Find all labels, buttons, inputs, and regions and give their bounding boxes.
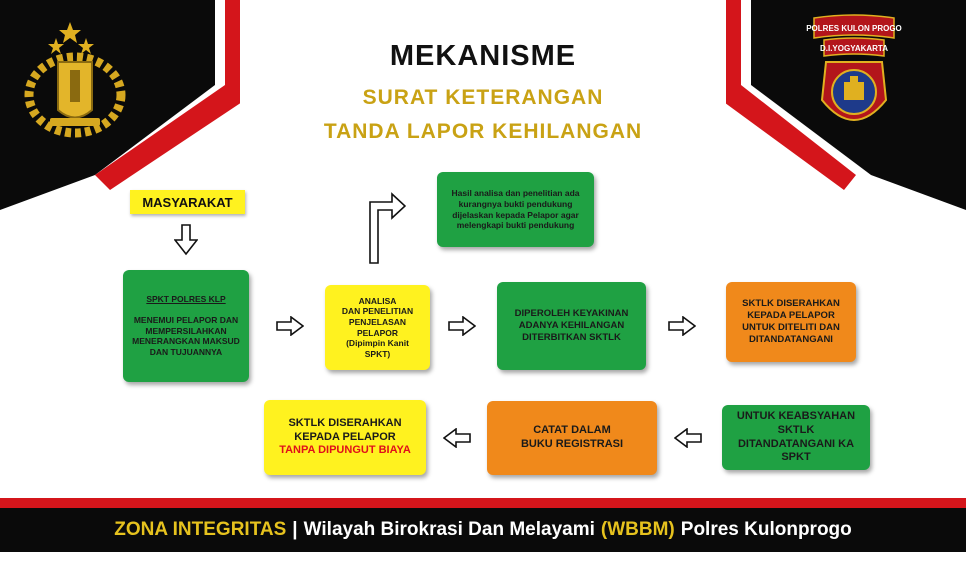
step-analisa-box <box>325 285 430 370</box>
step-spkt-body: MENEMUI PELAPOR DAN MEMPERSILAHKAN MENERANGKAN MAKSUD DAN TUJUANNYA <box>132 315 240 357</box>
arrow-down-icon <box>174 224 198 256</box>
step-diserahkan-line1: SKTLK DISERAHKAN <box>288 416 402 429</box>
arrow-right-icon <box>448 316 476 336</box>
svg-text:POLRES KULON PROGO: POLRES KULON PROGO <box>806 24 902 33</box>
step-keabsyahan-text: UNTUK KEABSYAHAN SKTLK DITANDATANGANI KA SPKT <box>736 410 856 464</box>
step-diserahkan-line2: KEPADA PELAPOR <box>294 430 396 443</box>
masyarakat-label: MASYARAKAT <box>130 190 245 214</box>
step-spkt-title: SPKT POLRES KLP <box>146 294 226 305</box>
step-diteliti-box <box>726 282 856 362</box>
footer-wilayah: Wilayah Birokrasi Dan Melayami <box>303 519 595 540</box>
step-diserahkan-line3: TANPA DIPUNGUT BIAYA <box>279 444 411 457</box>
step-catat-line1: CATAT DALAM <box>533 424 611 437</box>
step-kurang-bukti-text: Hasil analisa dan penelitian ada kurangnya bukti pendukung dijelaskan kepada Pelapor agar melengkapi bukti pendukung <box>451 188 580 231</box>
footer-banner <box>0 508 966 552</box>
step-analisa-line1: ANALISA <box>358 295 397 306</box>
arrow-left-icon <box>443 428 471 448</box>
step-diserahkan-box <box>264 400 426 475</box>
footer-polres: Polres Kulonprogo <box>680 519 852 540</box>
footer-zona-integritas: ZONA INTEGRITAS <box>114 519 287 540</box>
step-spkt-box <box>123 270 249 382</box>
step-catat-line2: BUKU REGISTRASI <box>520 438 624 450</box>
arrow-right-icon <box>668 316 696 336</box>
arrow-right-icon <box>276 316 304 336</box>
subtitle-line-2: TANDA LAPOR KEHILANGAN <box>323 120 643 143</box>
step-keabsyahan-box <box>722 405 870 470</box>
arrow-left-icon <box>674 428 702 448</box>
page-title: MEKANISME <box>389 40 577 72</box>
step-analisa-line3: (Dipimpin Kanit SPKT) <box>346 338 409 359</box>
svg-text:D.I.YOGYAKARTA: D.I.YOGYAKARTA <box>819 44 889 53</box>
footer-red-stripe <box>0 498 966 508</box>
step-diteliti-text: SKTLK DISERAHKAN KEPADA PELAPOR UNTUK DITELITI DAN DITANDATANGANI <box>742 298 840 345</box>
step-keyakinan-text: DIPEROLEH KEYAKINAN ADANYA KEHILANGAN DITERBITKAN SKTLK <box>514 308 629 343</box>
step-keyakinan-box <box>497 282 646 370</box>
footer-wbbm: (WBBM) <box>600 519 675 540</box>
step-analisa-line2: DAN PENELITIAN PENJELASAN PELAPOR <box>341 306 414 338</box>
subtitle-line-1: SURAT KETERANGAN <box>362 86 604 109</box>
step-kurang-bukti-box <box>437 172 594 247</box>
arrow-up-right-icon <box>362 192 406 264</box>
footer-separator: | <box>292 519 298 540</box>
step-catat-box <box>487 401 657 475</box>
